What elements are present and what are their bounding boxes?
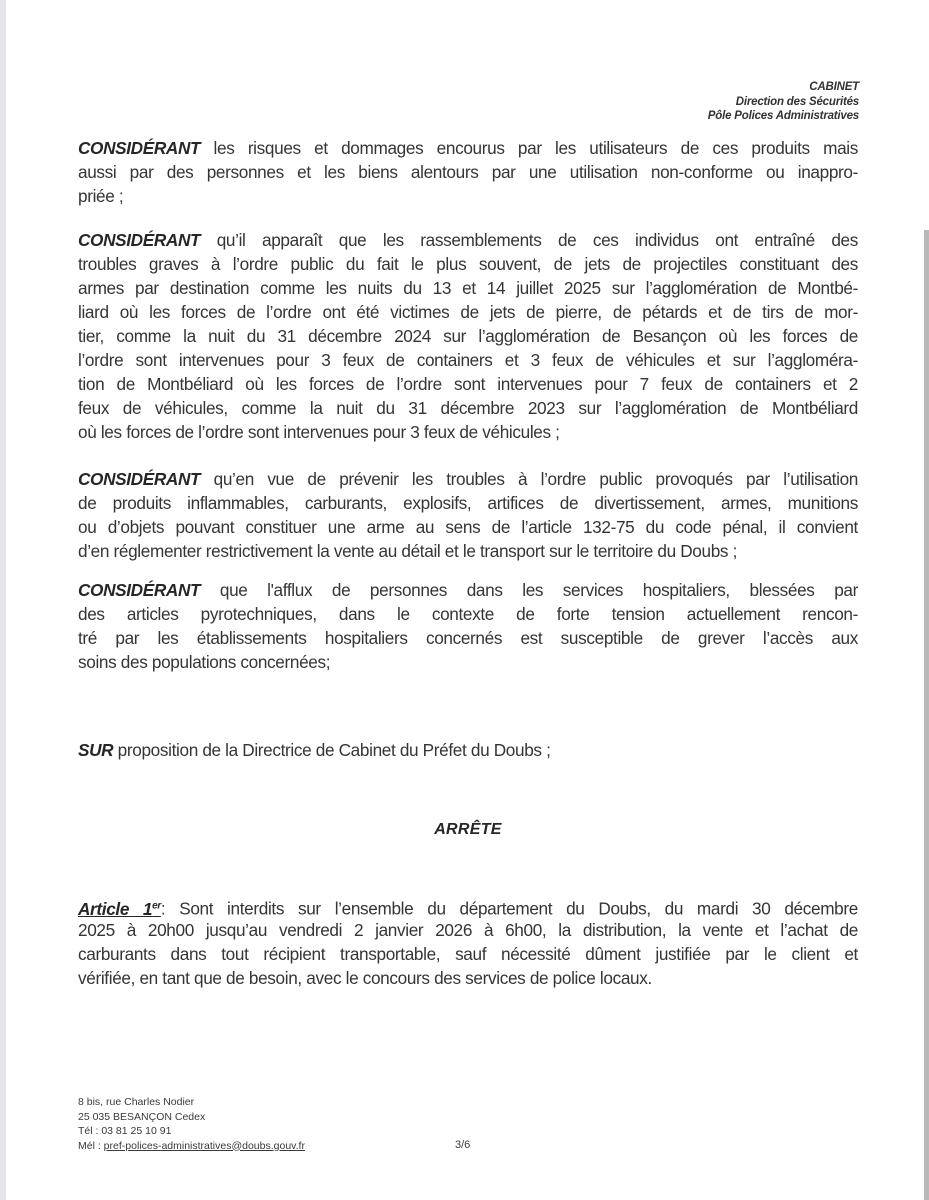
considerant-keyword: CONSIDÉRANT (78, 469, 201, 489)
header-direction: Direction des Sécurités (735, 95, 859, 108)
arrete-title: ARRÊTE (434, 821, 502, 838)
document-header (708, 80, 859, 124)
footer-email-link[interactable]: pref-polices-administratives@doubs.gouv.fr (103, 1139, 305, 1152)
considerant-paragraph-4: CONSIDÉRANT que l'afflux de personnes dans les services hospitaliers, blessées par des articles pyrotechniques, dans le contexte de forte tension actuellement rencon- tré par les établissements hospitaliers concernés est susceptible de grever l’accès aux soins des populations concernées; (78, 580, 858, 672)
considerant-keyword: CONSIDÉRANT (78, 138, 201, 158)
considerant-keyword: CONSIDÉRANT (78, 580, 201, 600)
header-cabinet: CABINET (809, 81, 859, 93)
page-number: 3/6 (455, 1139, 471, 1151)
sur-paragraph: SUR proposition de la Directrice de Cabinet du Préfet du Doubs ; (78, 740, 551, 760)
considerant-paragraph-2: CONSIDÉRANT qu’il apparaît que les rassemblements de ces individus ont entraîné des troubles graves à l’ordre public du fait le plus souvent, de jets de projectiles constituant des armes par destination comme les nuits du 13 et 14 juillet 2025 sur l’agglomération de Montbé- liard où les forces de l’ordre ont été victimes de jets de pierre, de pétards et de tirs de mor- tier, comme la nuit du 31 décembre 2024 sur l’agglomération de Besançon où les forces de l’ordre sont intervenues pour 3 feux de containers et 3 feux de véhicules et sur l’aggloméra- tion de Montbéliard où les forces de l’ordre sont intervenues pour 7 feux de containers et 2 feux de véhicules, comme la nuit du 31 décembre 2023 sur l’agglomération de Montbéliard où les forces de l’ordre sont intervenues pour 3 feux de véhicules ; (78, 230, 858, 442)
footer-email-line: Mél : pref-polices-administratives@doubs.gouv.fr (78, 1139, 305, 1152)
considerant-keyword: CONSIDÉRANT (78, 230, 201, 250)
article-1-label: Article 1er (78, 898, 161, 919)
considerant-paragraph-3: CONSIDÉRANT qu’en vue de prévenir les troubles à l’ordre public provoqués par l’utilisation de produits inflammables, carburants, explosifs, artifices de divertissement, armes, munitions ou d’objets pouvant constituer une arme au sens de l’article 132-75 du code pénal, il convient d’en réglementer restrictivement la vente au détail et le transport sur le territoire du Doubs ; (78, 469, 858, 561)
header-pole: Pôle Polices Administratives (707, 110, 859, 122)
considerant-paragraph-1: CONSIDÉRANT les risques et dommages encourus par les utilisateurs de ces produits mais aussi par des personnes et les biens alentours par une utilisation non-conforme ou inappro- priée ; (78, 138, 858, 206)
document-footer (78, 1095, 305, 1153)
footer-address-street: 8 bis, rue Charles Nodier (78, 1096, 195, 1108)
article-1-paragraph: Article 1er: Sont interdits sur l’ensemble du département du Doubs, du mardi 30 décembre 2025 à 20h00 jusqu’au vendredi 2 janvier 2026 à 6h00, la distribution, la vente et l’achat de carburants dans tout récipient transportable, sauf nécessité dûment justifiée par le client et vérifiée, en tant que de besoin, avec le concours des services de police locaux. (78, 898, 858, 988)
right-edge-strip (924, 230, 929, 1200)
left-edge-strip (0, 0, 6, 1200)
footer-address-city: 25 035 BESANÇON Cedex (78, 1110, 206, 1123)
sur-keyword: SUR (78, 740, 114, 760)
footer-phone: Tél : 03 81 25 10 91 (78, 1125, 172, 1137)
